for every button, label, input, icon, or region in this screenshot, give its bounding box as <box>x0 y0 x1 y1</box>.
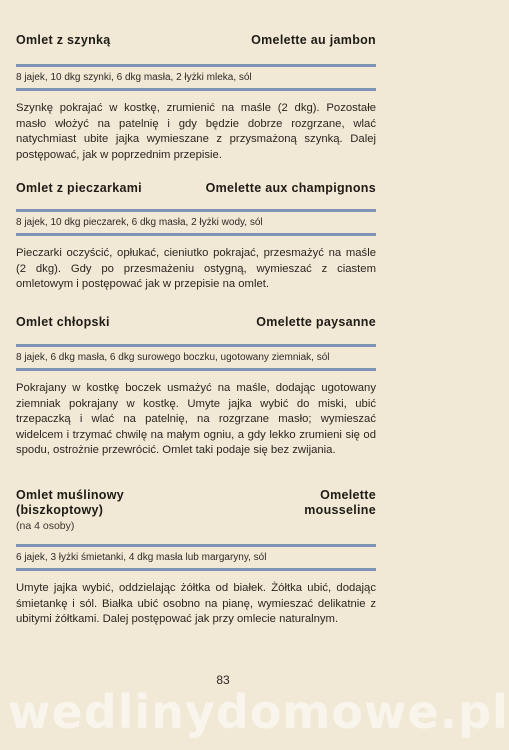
recipe-title-french: Omelette mousseline <box>304 488 376 517</box>
recipe-title-french: Omelette aux champignons <box>205 181 376 195</box>
recipe-omlet-z-szynka <box>16 33 376 175</box>
recipe-title-french: Omelette paysanne <box>256 315 376 329</box>
recipe-omlet-chlopski <box>16 315 376 470</box>
recipe-omlet-muslinowy <box>16 488 376 639</box>
divider-rule <box>16 88 376 91</box>
recipe-instructions: Szynkę pokrajać w kostkę, zrumienić na maśle (2 dkg). Pozostałe masło włożyć na patelnię i gdy będzie dobrze rozgrzane, wlać natychmiast ubite jajka wymieszane z przysmażoną szynką. Dalej postępować, jak w poprzednim przepisie. <box>16 102 376 161</box>
ingredients-list: 8 jajek, 6 dkg masła, 6 dkg surowego boczku, ugotowany ziemniak, sól <box>16 352 330 363</box>
recipe-title-row <box>16 488 376 518</box>
recipe-omlet-z-pieczarkami <box>16 181 376 304</box>
divider-rule <box>16 568 376 571</box>
recipe-title-polish: Omlet z pieczarkami <box>16 181 142 195</box>
recipe-title-polish: Omlet chłopski <box>16 315 110 329</box>
divider-rule <box>16 233 376 236</box>
ingredients-band <box>16 544 376 571</box>
recipe-title-row <box>16 315 376 330</box>
servings-note: (na 4 osoby) <box>16 520 75 532</box>
page-number: 83 <box>216 673 230 687</box>
recipe-instructions: Pokrajany w kostkę boczek usmażyć na maśle, dodając ugotowany ziemniak pokrajany w kostkę. Umyte jajka wybić do miski, ubić trzepaczką i wlać na patelnię, na rozgrzane masło; wymieszać widelcem i trzymać chwilę na małym ogniu, a gdy lekko zrumieni się od spodu, ostrożnie przewrócić. Omlet taki podaje się bez zwijania. <box>16 382 376 457</box>
recipe-instructions: Umyte jajka wybić, oddzielając żółtka od białek. Żółtka ubić, dodając śmietankę i sól. Białka ubić osobno na pianę, wymieszać delikatnie z ubitymi żółtkami. Dalej postępować jak przy omlecie naturalnym. <box>16 582 376 626</box>
ingredients-band <box>16 209 376 236</box>
recipe-title-french: Omelette au jambon <box>251 33 376 47</box>
divider-rule <box>16 368 376 371</box>
recipe-title-polish: Omlet z szynką <box>16 33 111 47</box>
recipe-instructions: Pieczarki oczyścić, opłukać, cieniutko pokrajać, przesmażyć na maśle (2 dkg). Gdy po przesmażeniu ostygną, wymieszać z ciastem omletowym i postępować jak w przepisie na omlet. <box>16 247 376 291</box>
recipe-title-row <box>16 181 376 196</box>
ingredients-band <box>16 64 376 91</box>
ingredients-band <box>16 344 376 371</box>
ingredients-list: 6 jajek, 3 łyżki śmietanki, 4 dkg masła lub margaryny, sól <box>16 552 267 563</box>
ingredients-list: 8 jajek, 10 dkg pieczarek, 6 dkg masła, 2 łyżki wody, sól <box>16 217 263 228</box>
recipe-title-row <box>16 33 376 48</box>
ingredients-list: 8 jajek, 10 dkg szynki, 6 dkg masła, 2 łyżki mleka, sól <box>16 72 252 83</box>
watermark: wedlinydomowe.pl <box>8 685 509 739</box>
recipe-title-polish: Omlet muślinowy (biszkoptowy) <box>16 488 124 517</box>
